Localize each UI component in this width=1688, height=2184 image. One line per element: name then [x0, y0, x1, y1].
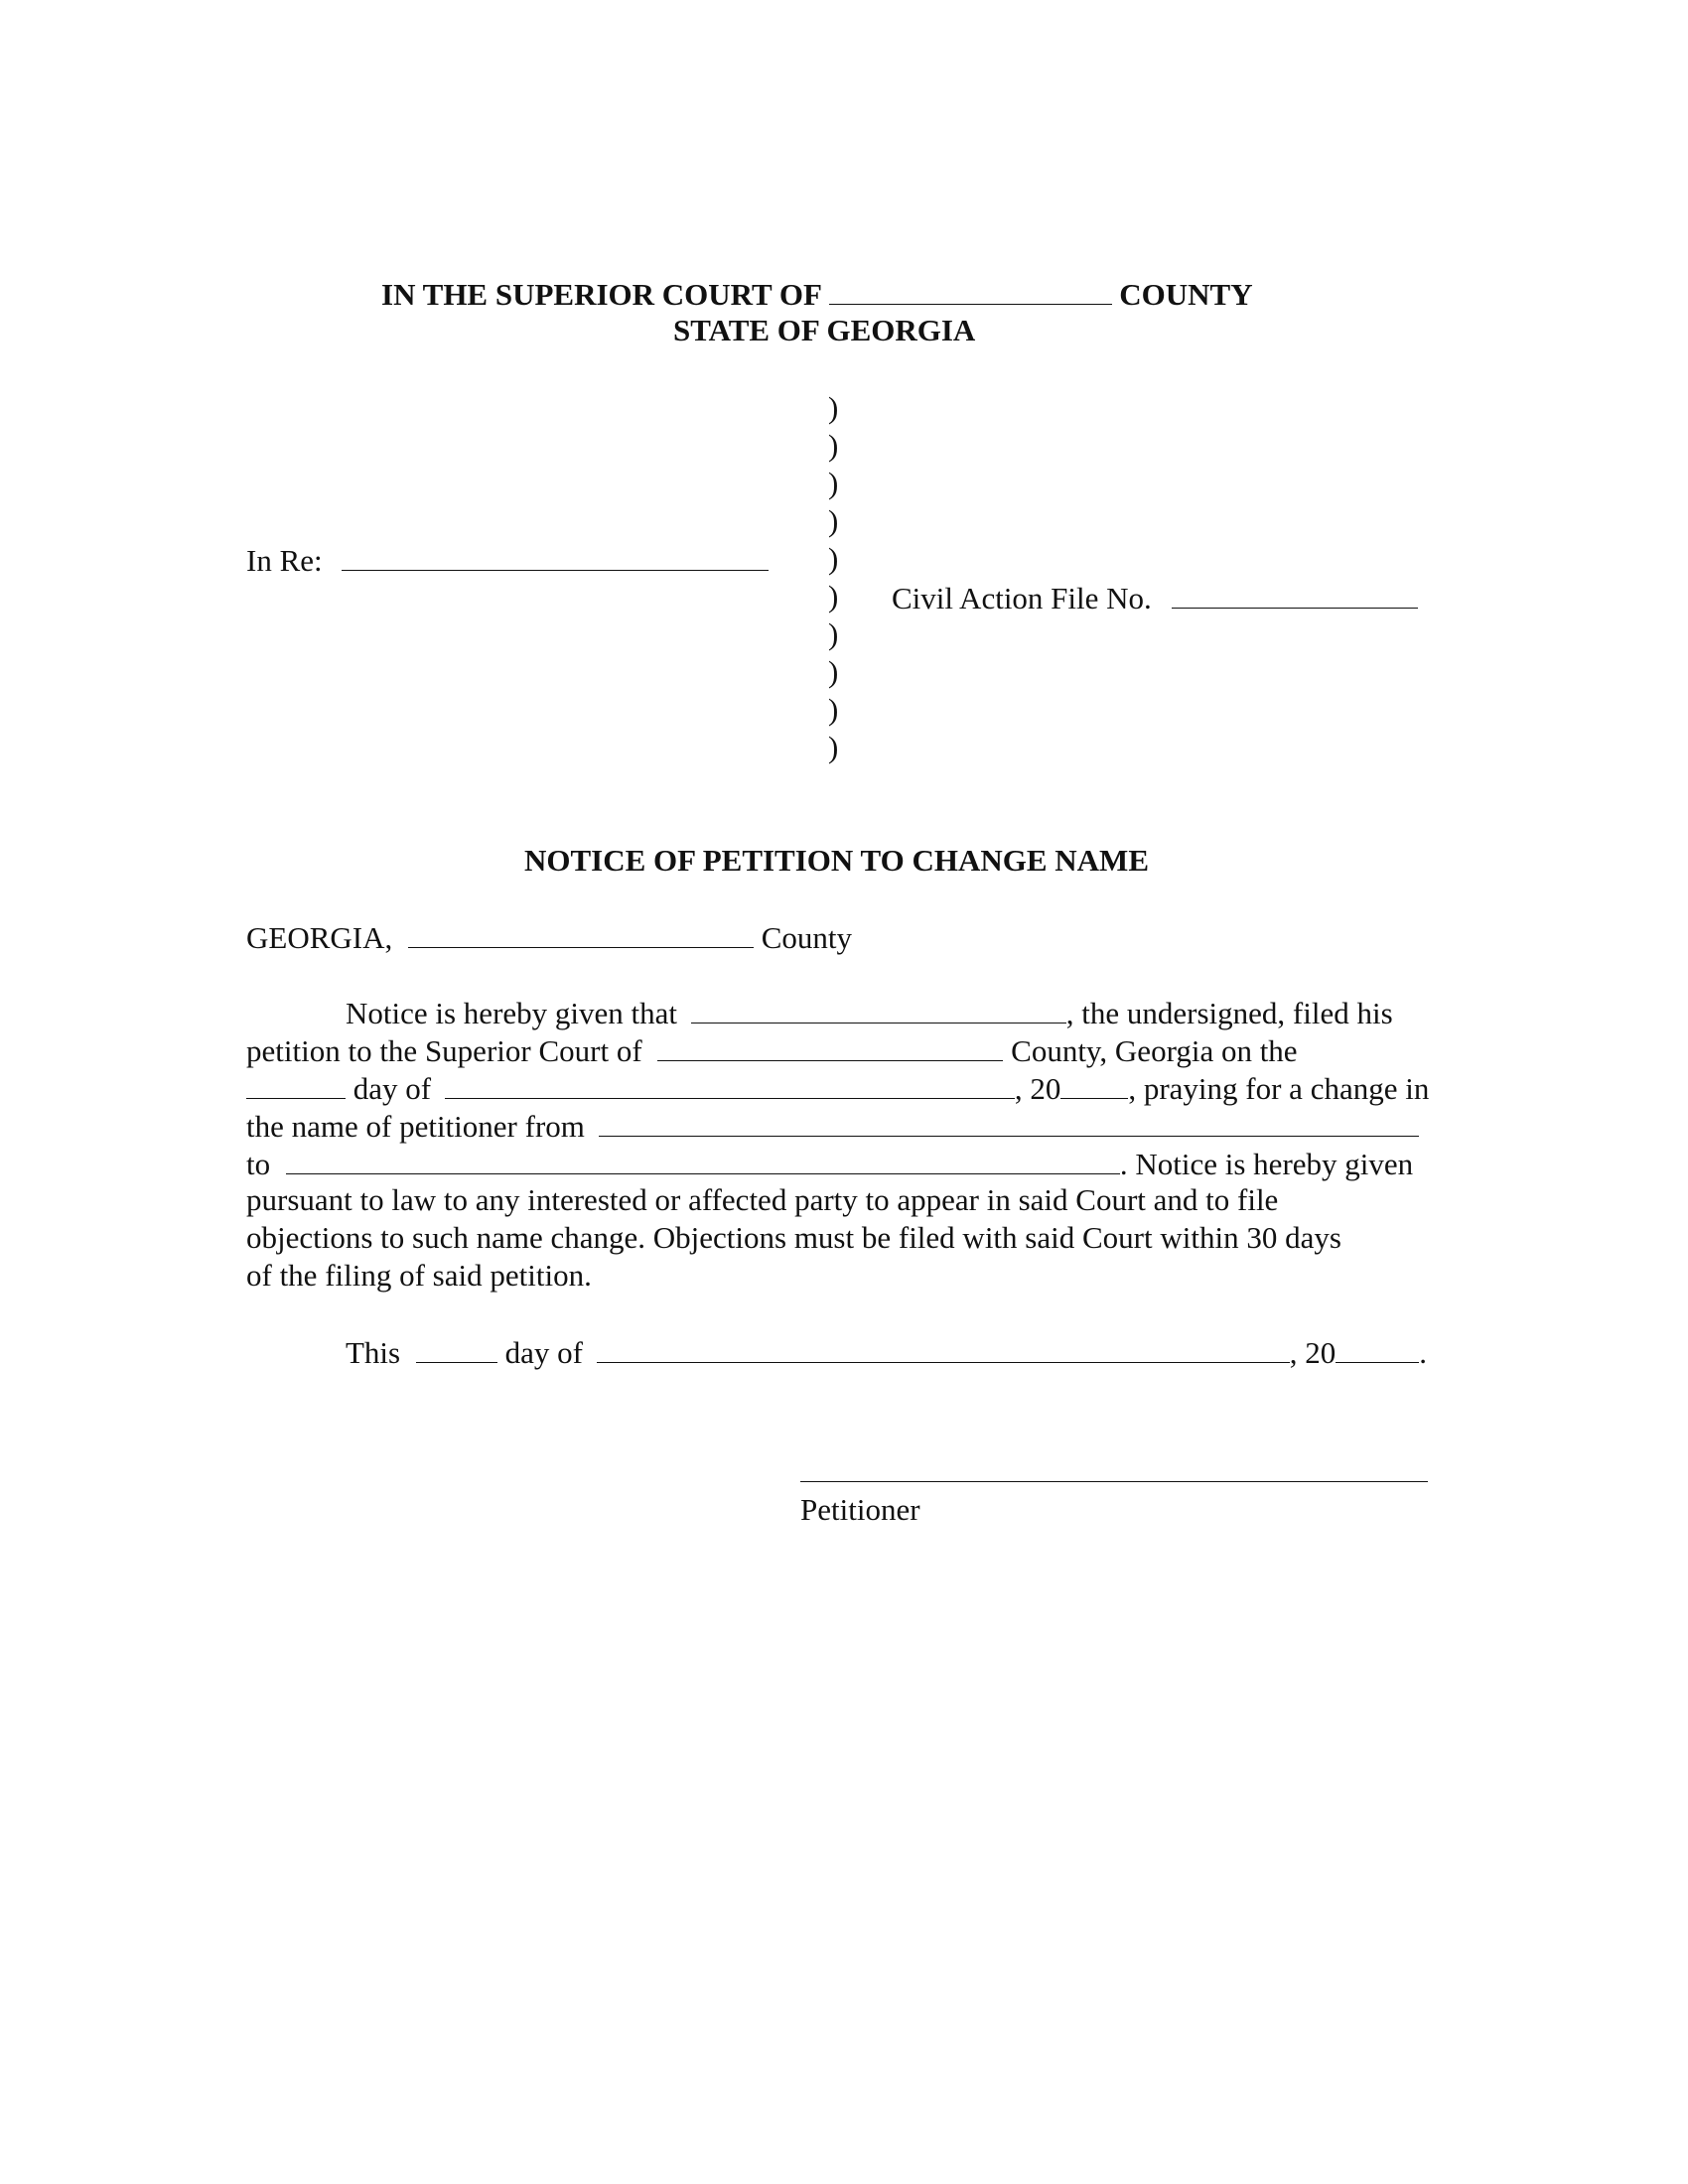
caption-paren: ): [828, 579, 839, 614]
filing-day-blank[interactable]: [246, 1068, 346, 1099]
day-of-label: day of: [504, 1335, 583, 1370]
body-line-1: [346, 993, 1393, 1032]
body-line-3: [246, 1068, 1429, 1108]
caption-paren: ): [828, 466, 839, 500]
former-name-blank[interactable]: [599, 1106, 1419, 1137]
year-prefix: , 20: [1289, 1335, 1336, 1370]
caption-paren: ): [828, 692, 839, 727]
court-prefix: IN THE SUPERIOR COURT OF: [381, 277, 821, 312]
caption-paren: ): [828, 541, 839, 576]
superior-court-county-blank[interactable]: [657, 1030, 1003, 1061]
body-text: , 20: [1014, 1071, 1061, 1106]
body-line-5: [246, 1144, 1413, 1183]
body-line-4: [246, 1106, 1419, 1146]
body-line-7: objections to such name change. Objections must be filed with said Court within 30 days: [246, 1220, 1341, 1255]
date-line: [346, 1332, 1427, 1372]
petitioner-name-blank[interactable]: [691, 993, 1066, 1024]
civil-action-number-blank[interactable]: [1172, 578, 1418, 609]
caption-paren: ): [828, 616, 839, 651]
county-name-blank[interactable]: [829, 274, 1112, 305]
caption-divider: [828, 389, 848, 766]
body-text: , the undersigned, filed his: [1065, 996, 1393, 1030]
court-header: [381, 274, 1253, 314]
body-line-2: [246, 1030, 1298, 1070]
signing-day-blank[interactable]: [416, 1332, 497, 1363]
in-re-label: In Re:: [246, 543, 323, 578]
body-line-8: of the filing of said petition.: [246, 1258, 592, 1293]
this-label: This: [346, 1335, 401, 1370]
new-name-blank[interactable]: [286, 1144, 1120, 1174]
body-line-6: pursuant to law to any interested or affected party to appear in said Court and to file: [246, 1182, 1279, 1217]
filing-month-blank[interactable]: [445, 1068, 1015, 1099]
caption-paren: ): [828, 503, 839, 538]
county-line: [246, 917, 852, 957]
county-label: County: [761, 920, 853, 955]
civil-action-label: Civil Action File No.: [892, 581, 1152, 615]
county-blank[interactable]: [408, 917, 754, 948]
court-suffix: COUNTY: [1119, 277, 1253, 312]
caption-paren: ): [828, 390, 839, 425]
caption-paren: ): [828, 428, 839, 463]
state-header: STATE OF GEORGIA: [673, 313, 976, 347]
petitioner-label: Petitioner: [800, 1492, 920, 1527]
body-text: day of: [352, 1071, 432, 1106]
signing-month-blank[interactable]: [597, 1332, 1290, 1363]
caption-paren: ): [828, 730, 839, 764]
body-text: the name of petitioner from: [246, 1109, 585, 1144]
body-text: , praying for a change in: [1128, 1071, 1430, 1106]
document-title: NOTICE OF PETITION TO CHANGE NAME: [524, 843, 1149, 878]
civil-action-line: [892, 578, 1418, 617]
body-text: petition to the Superior Court of: [246, 1033, 642, 1068]
in-re-name-blank[interactable]: [342, 540, 769, 571]
georgia-label: GEORGIA,: [246, 920, 393, 955]
in-re-line: [246, 540, 769, 580]
body-text: . Notice is hereby given: [1119, 1147, 1414, 1181]
body-text: County, Georgia on the: [1011, 1033, 1298, 1068]
body-text: Notice is hereby given that: [346, 996, 678, 1030]
filing-year-blank[interactable]: [1060, 1068, 1128, 1099]
body-text: to: [246, 1147, 271, 1181]
period: .: [1419, 1335, 1427, 1370]
signing-year-blank[interactable]: [1336, 1332, 1419, 1363]
signature-line[interactable]: [800, 1481, 1428, 1482]
caption-paren: ): [828, 654, 839, 689]
